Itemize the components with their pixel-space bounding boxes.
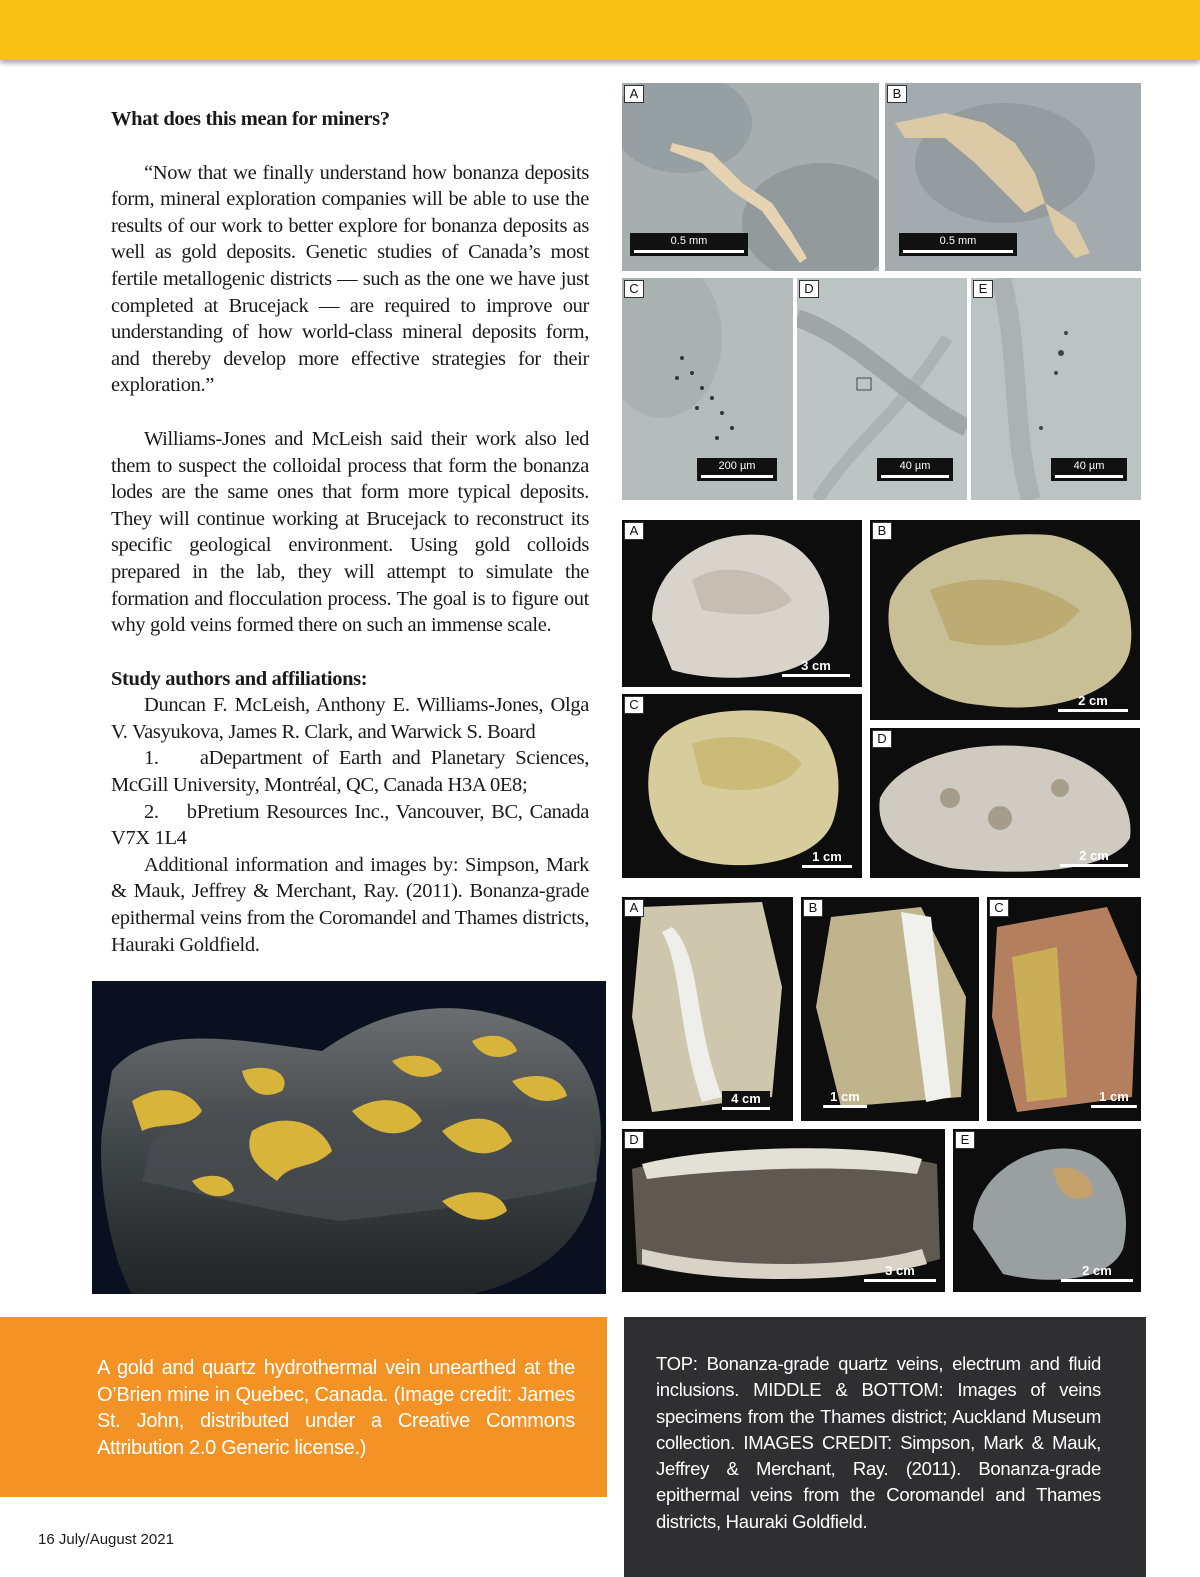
authors-list: Duncan F. McLeish, Anthony E. Williams-Jones, Olga V. Vasyukova, James R. Clark, and Warwick S. Board [111,694,589,743]
scale-bar-label: 1 cm [823,1089,867,1108]
scale-bar-label: 0.5 mm [630,233,748,256]
scale-bar-label: 40 µm [1051,458,1127,481]
vein-panel-a [622,897,793,1121]
caption-text-left: A gold and quartz hydrothermal vein unearthed at the O’Brien mine in Quebec, Canada. (Image credit: James St. John, distributed under a Creative Commons Attribution 2.0 Generic license.) [97,1357,575,1459]
photo-caption-right [624,1317,1146,1577]
heading-miners: What does this mean for miners? [111,108,390,130]
page-folio: 16 July/August 2021 [38,1531,174,1548]
specimen-panel-a [622,520,862,687]
panel-letter: B [887,85,907,103]
specimen-panel-b [870,520,1140,720]
panel-letter: A [624,85,644,103]
body-paragraph: Williams-Jones and McLeish said their work also led them to suspect the colloidal process that form the bonanza lodes are the same ones that form more typical deposits. They will continue working at Brucejack to reconstruct its specific geological environment. Using gold colloids prepared in the lab, they will attempt to simulate the formation and flocculation process. The goal is to figure out why gold veins formed there on such an immense scale. [111,427,589,637]
panel-letter: C [624,696,644,714]
panel-letter: D [624,1131,644,1149]
micrograph-panel-d [797,278,967,500]
affiliation-1: 1. aDepartment of Earth and Planetary Sciences, McGill University, Montréal, QC, Canada H3A 0E8; [111,747,589,797]
panel-letter: C [989,899,1009,917]
photo-caption-left [0,1317,607,1497]
micrograph-panel-a [622,83,879,271]
heading-authors: Study authors and affiliations: [111,667,368,690]
panel-letter: D [799,280,819,298]
scale-bar-label: 2 cm [1058,693,1128,712]
panel-letter: B [803,899,823,917]
quote-paragraph: “Now that we finally understand how bonanza deposits form, mineral exploration companies will be able to use the results of our work to better explore for bonanza deposits as well as gold deposits. Genetic studies of Canada’s most fertile metallogenic districts — such as the one we have just completed at Brucejack — are required to improve our understanding of how world-class mineral deposits form, and thereby develop more effective strategies for their exploration.” [111,161,589,397]
panel-letter: E [973,280,993,298]
vein-panel-c [987,897,1141,1121]
scale-bar-label: 2 cm [1061,1263,1133,1282]
panel-letter: A [624,899,644,917]
scale-bar-label: 3 cm [864,1263,936,1282]
article-text [111,106,589,958]
additional-credit: Additional information and images by: Simpson, Mark & Mauk, Jeffrey & Merchant, Ray. (2011). Bonanza-grade epithermal veins from the Coromandel and Thames districts, Hauraki Goldfield. [111,853,589,956]
panel-letter: C [624,280,644,298]
scale-bar-label: 0.5 mm [899,233,1017,256]
affiliation-2: 2. bPretium Resources Inc., Vancouver, BC, Canada V7X 1L4 [111,800,589,850]
top-color-band [0,0,1200,60]
caption-text-right: TOP: Bonanza-grade quartz veins, electrum and fluid inclusions. MIDDLE & BOTTOM: Images of veins specimens from the Thames district; Auckland Museum collection. IMAGES CREDIT: Simpson, Mark & Mauk, Jeffrey & Merchant, Ray. (2011). Bonanza-grade epithermal veins from the Coromandel and Thames districts, Hauraki Goldfield. [656,1353,1101,1532]
micrograph-panel-c [622,278,793,500]
scale-bar-label: 4 cm [722,1091,770,1110]
vein-panel-e [953,1129,1141,1292]
vein-panel-d [622,1129,945,1292]
scale-bar-label: 3 cm [782,658,850,677]
specimen-panel-c [622,694,862,878]
panel-letter: E [955,1131,975,1149]
scale-bar-label: 200 µm [697,458,777,481]
micrograph-panel-b [885,83,1141,271]
scale-bar-label: 1 cm [1091,1089,1137,1108]
scale-bar-label: 40 µm [877,458,953,481]
gold-vein-photo [92,981,606,1294]
scale-bar-label: 1 cm [802,849,852,868]
scale-bar-label: 2 cm [1060,848,1128,867]
specimen-panel-d [870,728,1140,878]
vein-panel-b [801,897,979,1121]
micrograph-panel-e [971,278,1141,500]
panel-letter: A [624,522,644,540]
panel-letter: D [872,730,892,748]
panel-letter: B [872,522,892,540]
